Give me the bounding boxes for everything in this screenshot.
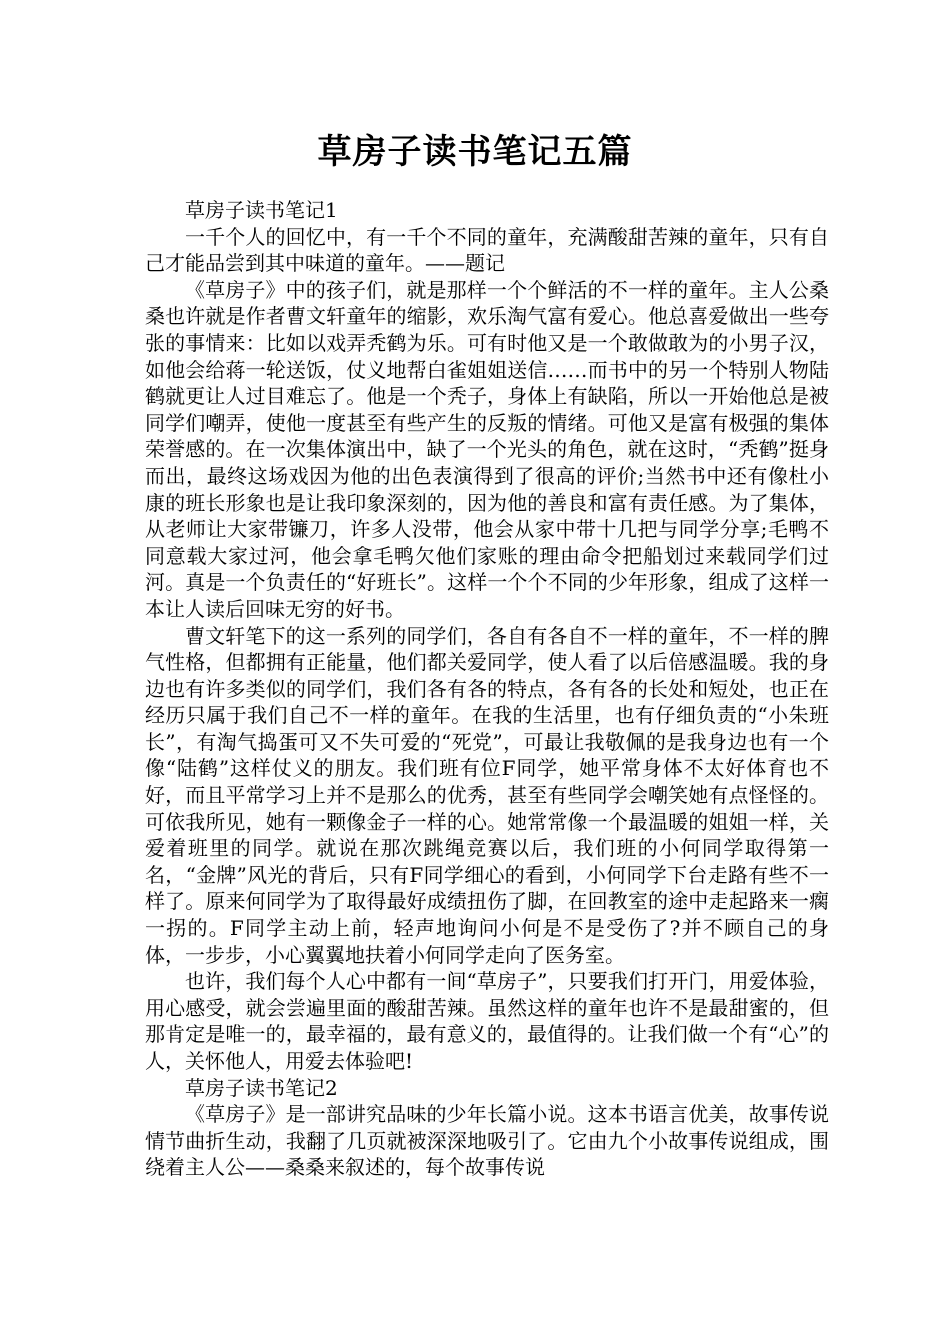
epigraph-paragraph: 一千个人的回忆中，有一千个不同的童年，充满酸甜苦辣的童年，只有自己才能品尝到其中味道的童年。——题记: [145, 224, 829, 276]
document-body: [145, 197, 829, 1181]
document-title: 草房子读书笔记五篇: [317, 132, 633, 172]
section-heading-1: 草房子读书笔记1: [185, 198, 338, 222]
body-paragraph: 《草房子》中的孩子们，就是那样一个个鲜活的不一样的童年。主人公桑桑也许就是作者曹文轩童年的缩影，欢乐淘气富有爱心。他总喜爱做出一些夸张的事情来：比如以戏弄秃鹤为乐。可有时他又是一个敢做敢为的小男子汉，如他会给蒋一轮送饭，仗义地帮白雀姐姐送信……而书中的另一个特别人物陆鹤就更让人过目难忘了。他是一个秃子，身体上有缺陷，所以一开始他总是被同学们嘲弄，使他一度甚至有些产生的反叛的情绪。可他又是富有极强的集体荣誉感的。在一次集体演出中，缺了一个光头的角色，就在这时，“秃鹤”挺身而出，最终这场戏因为他的出色表演得到了很高的评价;当然书中还有像杜小康的班长形象也是让我印象深刻的，因为他的善良和富有责任感。为了集体，从老师让大家带镰刀，许多人没带，他会从家中带十几把与同学分享;毛鸭不同意载大家过河，他会拿毛鸭欠他们家账的理由命令把船划过来载同学们过河。真是一个负责任的“好班长”。这样一个个不同的少年形象，组成了这样一本让人读后回味无穷的好书。: [145, 277, 829, 621]
body-paragraph: 曹文轩笔下的这一系列的同学们，各自有各自不一样的童年，不一样的脾气性格，但都拥有正能量，他们都关爱同学，使人看了以后倍感温暖。我的身边也有许多类似的同学们，我们各有各的特点，各有各的长处和短处，也正在经历只属于我们自己不一样的童年。在我的生活里，也有仔细负责的“小朱班长”，有淘气捣蛋可又不失可爱的“死党”，可最让我敬佩的是我身边也有一个像“陆鹤”这样仗义的朋友。我们班有位F同学，她平常身体不太好体育也不好，而且平常学习上并不是那么的优秀，甚至有些同学会嘲笑她有点怪怪的。可依我所见，她有一颗像金子一样的心。她常常像一个最温暖的姐姐一样，关爱着班里的同学。就说在那次跳绳竞赛以后，我们班的小何同学取得第一名，“金牌”风光的背后，只有F同学细心的看到，小何同学下台走路有些不一样了。原来何同学为了取得最好成绩扭伤了脚，在回教室的途中走起路来一瘸一拐的。F同学主动上前，轻声地询问小何是不是受伤了?并不顾自己的身体，一步步，小心翼翼地扶着小何同学走向了医务室。: [145, 623, 829, 967]
body-paragraph: 也许，我们每个人心中都有一间“草房子”，只要我们打开门，用爱体验，用心感受，就会尝遍里面的酸甜苦辣。虽然这样的童年也许不是最甜蜜的，但那肯定是唯一的，最幸福的，最有意义的，最值得的。让我们做一个有“心”的人，关怀他人，用爱去体验吧!: [145, 969, 829, 1073]
body-paragraph: 《草房子》是一部讲究品味的少年长篇小说。这本书语言优美，故事传说情节曲折生动，我翻了几页就被深深地吸引了。它由九个小故事传说组成，围绕着主人公——桑桑来叙述的，每个故事传说: [145, 1102, 829, 1180]
section-heading-2: 草房子读书笔记2: [185, 1075, 338, 1100]
